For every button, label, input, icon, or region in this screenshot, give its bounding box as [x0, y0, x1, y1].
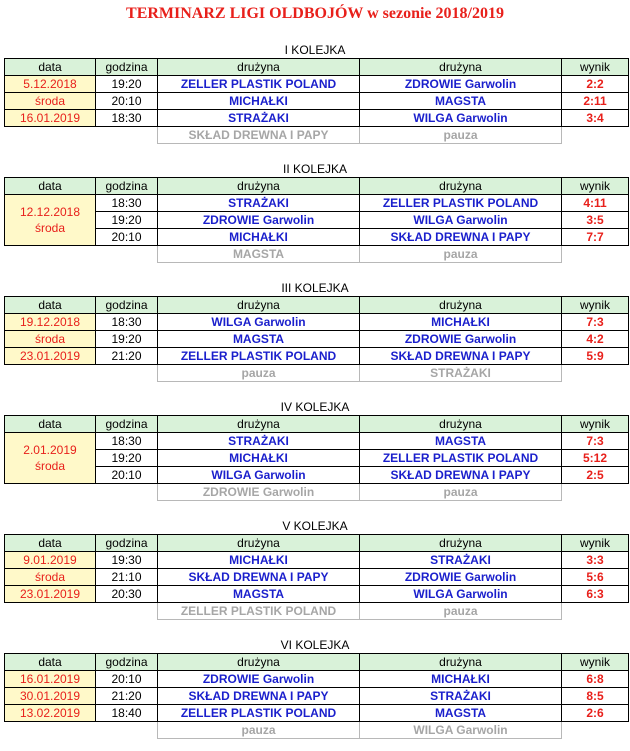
bye-label: STRAŻAKI	[360, 365, 562, 382]
bye-team: ZELLER PLASTIK POLAND	[158, 603, 360, 620]
home-team: STRAŻAKI	[158, 110, 360, 127]
away-team: ZDROWIE Garwolin	[360, 331, 562, 348]
match-time: 19:30	[96, 552, 158, 569]
match-time: 21:20	[96, 348, 158, 365]
header-team: drużyna	[360, 297, 562, 314]
header-result: wynik	[562, 654, 629, 671]
blank-cell	[5, 484, 96, 501]
schedule-table	[4, 415, 629, 501]
home-team: MICHAŁKI	[158, 450, 360, 467]
match-time: 20:30	[96, 586, 158, 603]
away-team: SKŁAD DREWNA I PAPY	[360, 348, 562, 365]
header-team: drużyna	[360, 178, 562, 195]
header-result: wynik	[562, 297, 629, 314]
round-title: I KOLEJKA	[284, 43, 346, 57]
date-line: środa	[34, 221, 66, 235]
blank-cell	[96, 484, 158, 501]
match-date: środa	[5, 93, 96, 110]
bye-team: pauza	[158, 365, 360, 382]
header-time: godzina	[96, 59, 158, 76]
match-row	[5, 110, 629, 127]
away-team: ZDROWIE Garwolin	[360, 76, 562, 93]
match-result: 2:6	[562, 705, 629, 722]
home-team: SKŁAD DREWNA I PAPY	[158, 569, 360, 586]
match-row	[5, 433, 629, 450]
header-date: data	[5, 297, 96, 314]
header-team: drużyna	[158, 654, 360, 671]
away-team: ZDROWIE Garwolin	[360, 569, 562, 586]
header-date: data	[5, 654, 96, 671]
away-team: MAGSTA	[360, 93, 562, 110]
header-row	[5, 535, 629, 552]
away-team: SKŁAD DREWNA I PAPY	[360, 467, 562, 484]
bye-team: SKŁAD DREWNA I PAPY	[158, 127, 360, 144]
header-date: data	[5, 416, 96, 433]
match-row	[5, 93, 629, 110]
round-title: III KOLEJKA	[281, 281, 349, 295]
away-team: MICHAŁKI	[360, 671, 562, 688]
bye-team: MAGSTA	[158, 246, 360, 263]
header-time: godzina	[96, 178, 158, 195]
blank-cell	[5, 365, 96, 382]
schedule-table	[4, 653, 629, 739]
header-row	[5, 297, 629, 314]
blank-cell	[562, 722, 629, 739]
match-date: 30.01.2019	[5, 688, 96, 705]
away-team: SKŁAD DREWNA I PAPY	[360, 229, 562, 246]
match-time: 18:30	[96, 195, 158, 212]
header-team: drużyna	[360, 416, 562, 433]
home-team: MAGSTA	[158, 331, 360, 348]
bye-team: ZDROWIE Garwolin	[158, 484, 360, 501]
header-row	[5, 416, 629, 433]
header-date: data	[5, 535, 96, 552]
away-team: MAGSTA	[360, 705, 562, 722]
match-result: 8:5	[562, 688, 629, 705]
match-date	[5, 433, 96, 484]
header-result: wynik	[562, 59, 629, 76]
match-date: środa	[5, 331, 96, 348]
blank-cell	[5, 246, 96, 263]
header-result: wynik	[562, 416, 629, 433]
blank-cell	[96, 127, 158, 144]
header-date: data	[5, 178, 96, 195]
date-line: środa	[34, 459, 66, 473]
header-team: drużyna	[360, 535, 562, 552]
bye-label: pauza	[360, 603, 562, 620]
match-result: 2:5	[562, 467, 629, 484]
round-title: IV KOLEJKA	[280, 400, 350, 414]
away-team: MAGSTA	[360, 433, 562, 450]
match-result: 3:3	[562, 552, 629, 569]
header-row	[5, 59, 629, 76]
blank-cell	[96, 365, 158, 382]
date-line: 12.12.2018	[19, 205, 81, 219]
home-team: STRAŻAKI	[158, 433, 360, 450]
bye-label: pauza	[360, 246, 562, 263]
header-date: data	[5, 59, 96, 76]
match-result: 6:8	[562, 671, 629, 688]
match-result: 4:11	[562, 195, 629, 212]
blank-cell	[5, 722, 96, 739]
header-team: drużyna	[158, 59, 360, 76]
match-row	[5, 552, 629, 569]
header-team: drużyna	[158, 535, 360, 552]
blank-cell	[562, 246, 629, 263]
match-result: 3:4	[562, 110, 629, 127]
match-row	[5, 671, 629, 688]
header-row	[5, 654, 629, 671]
match-date: 13.02.2019	[5, 705, 96, 722]
home-team: ZDROWIE Garwolin	[158, 212, 360, 229]
bye-row	[5, 603, 629, 620]
round-title: V KOLEJKA	[282, 519, 348, 533]
bye-row	[5, 484, 629, 501]
home-team: MICHAŁKI	[158, 93, 360, 110]
match-time: 21:10	[96, 569, 158, 586]
header-time: godzina	[96, 416, 158, 433]
header-team: drużyna	[360, 59, 562, 76]
header-team: drużyna	[158, 297, 360, 314]
home-team: MICHAŁKI	[158, 229, 360, 246]
match-time: 20:10	[96, 229, 158, 246]
away-team: WILGA Garwolin	[360, 586, 562, 603]
home-team: ZELLER PLASTIK POLAND	[158, 705, 360, 722]
match-result: 6:3	[562, 586, 629, 603]
match-time: 19:20	[96, 450, 158, 467]
schedule-table	[4, 177, 629, 263]
match-result: 3:5	[562, 212, 629, 229]
match-row	[5, 569, 629, 586]
match-result: 2:11	[562, 93, 629, 110]
bye-label: pauza	[360, 127, 562, 144]
match-time: 20:10	[96, 93, 158, 110]
date-line: 2.01.2019	[23, 443, 77, 457]
round-title: II KOLEJKA	[282, 162, 348, 176]
blank-cell	[96, 246, 158, 263]
match-result: 5:6	[562, 569, 629, 586]
match-time: 18:30	[96, 433, 158, 450]
match-row	[5, 76, 629, 93]
match-date: 16.01.2019	[5, 110, 96, 127]
match-result: 7:7	[562, 229, 629, 246]
page-title: TERMINARZ LIGI OLDBOJÓW w sezonie 2018/2019	[126, 5, 504, 22]
blank-cell	[5, 127, 96, 144]
header-time: godzina	[96, 297, 158, 314]
blank-cell	[562, 603, 629, 620]
match-date: 9.01.2019	[5, 552, 96, 569]
match-time: 18:40	[96, 705, 158, 722]
match-result: 5:12	[562, 450, 629, 467]
schedule-table	[4, 58, 629, 144]
away-team: STRAŻAKI	[360, 552, 562, 569]
home-team: MAGSTA	[158, 586, 360, 603]
away-team: WILGA Garwolin	[360, 110, 562, 127]
home-team: MICHAŁKI	[158, 552, 360, 569]
bye-row	[5, 127, 629, 144]
match-time: 20:10	[96, 671, 158, 688]
match-time: 19:20	[96, 212, 158, 229]
match-time: 21:20	[96, 688, 158, 705]
match-row	[5, 229, 629, 246]
match-time: 19:20	[96, 76, 158, 93]
match-result: 2:2	[562, 76, 629, 93]
blank-cell	[562, 484, 629, 501]
round-title: VI KOLEJKA	[280, 638, 350, 652]
match-result: 7:3	[562, 433, 629, 450]
bye-team: pauza	[158, 722, 360, 739]
match-row	[5, 212, 629, 229]
away-team: WILGA Garwolin	[360, 212, 562, 229]
bye-row	[5, 246, 629, 263]
home-team: SKŁAD DREWNA I PAPY	[158, 688, 360, 705]
match-time: 19:20	[96, 331, 158, 348]
header-team: drużyna	[360, 654, 562, 671]
match-row	[5, 195, 629, 212]
bye-label: WILGA Garwolin	[360, 722, 562, 739]
schedule-table	[4, 534, 629, 620]
home-team: ZELLER PLASTIK POLAND	[158, 348, 360, 365]
home-team: WILGA Garwolin	[158, 467, 360, 484]
match-row	[5, 467, 629, 484]
home-team: ZELLER PLASTIK POLAND	[158, 76, 360, 93]
header-team: drużyna	[158, 416, 360, 433]
match-row	[5, 450, 629, 467]
schedule-table	[4, 296, 629, 382]
home-team: STRAŻAKI	[158, 195, 360, 212]
blank-cell	[96, 603, 158, 620]
blank-cell	[562, 127, 629, 144]
match-time: 18:30	[96, 314, 158, 331]
match-row	[5, 348, 629, 365]
blank-cell	[96, 722, 158, 739]
match-date: 23.01.2019	[5, 348, 96, 365]
away-team: ZELLER PLASTIK POLAND	[360, 450, 562, 467]
match-row	[5, 314, 629, 331]
match-time: 18:30	[96, 110, 158, 127]
away-team: ZELLER PLASTIK POLAND	[360, 195, 562, 212]
match-date	[5, 195, 96, 246]
match-date: 19.12.2018	[5, 314, 96, 331]
blank-cell	[5, 603, 96, 620]
header-result: wynik	[562, 178, 629, 195]
away-team: MICHAŁKI	[360, 314, 562, 331]
header-result: wynik	[562, 535, 629, 552]
away-team: STRAŻAKI	[360, 688, 562, 705]
match-date: 5.12.2018	[5, 76, 96, 93]
match-result: 7:3	[562, 314, 629, 331]
bye-label: pauza	[360, 484, 562, 501]
match-date: 23.01.2019	[5, 586, 96, 603]
match-date: 16.01.2019	[5, 671, 96, 688]
header-row	[5, 178, 629, 195]
match-row	[5, 688, 629, 705]
match-row	[5, 331, 629, 348]
match-result: 5:9	[562, 348, 629, 365]
header-team: drużyna	[158, 178, 360, 195]
match-time: 20:10	[96, 467, 158, 484]
match-row	[5, 586, 629, 603]
bye-row	[5, 365, 629, 382]
home-team: WILGA Garwolin	[158, 314, 360, 331]
match-result: 4:2	[562, 331, 629, 348]
header-time: godzina	[96, 535, 158, 552]
match-row	[5, 705, 629, 722]
bye-row	[5, 722, 629, 739]
blank-cell	[562, 365, 629, 382]
home-team: ZDROWIE Garwolin	[158, 671, 360, 688]
match-date: środa	[5, 569, 96, 586]
header-time: godzina	[96, 654, 158, 671]
